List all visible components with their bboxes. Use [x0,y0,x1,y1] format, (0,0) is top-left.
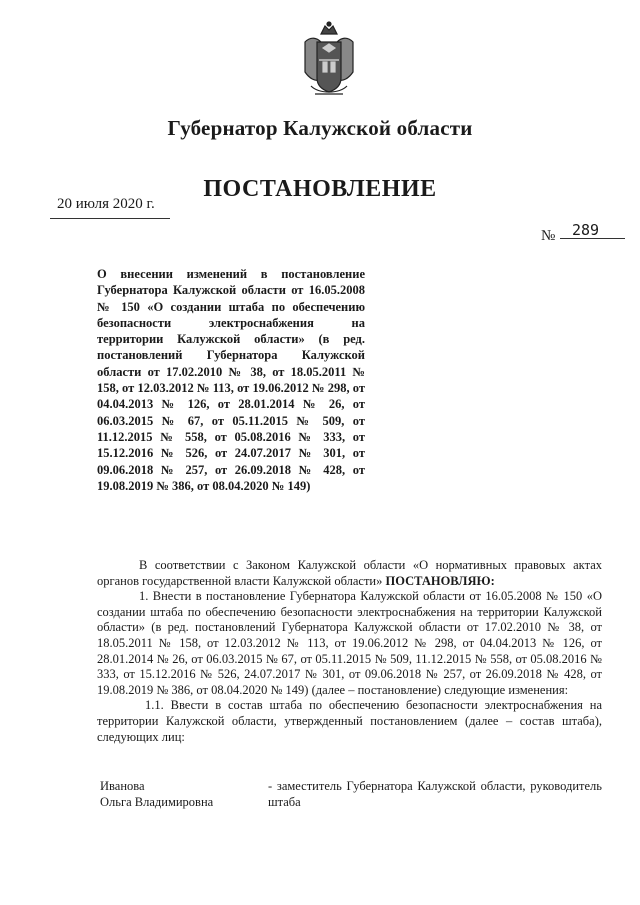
document-type: ПОСТАНОВЛЕНИЕ [203,176,437,202]
resolve-word: ПОСТАНОВЛЯЮ: [385,573,495,588]
number-underline [560,238,625,239]
number-sign: № [541,228,556,244]
coat-of-arms-icon [297,20,361,100]
document-date: 20 июля 2020 г. [57,196,155,212]
member-name [100,778,213,810]
document-subject: О внесении изменений в постановление Губернатора Калужской области от 16.05.2008 № 150 «О создании штаба по обеспечению безопасности электроснабжения на территории Калужской области» (в ред. постановлений Губернатора Калужской области от 17.02.2010 № 38, от 18.05.2011 № 158, от 12.03.2012 № 113, от 19.06.2012 № 298, от 04.04.2013 № 126, от 28.01.2014 № 26, от 06.03.2015 № 67, от 05.11.2015 № 509, от 11.12.2015 № 558, от 05.08.2016 № 333, от 15.12.2016 № 526, от 24.07.2017 № 301, от 09.06.2018 № 257, от 26.09.2018 № 428, от 19.08.2019 № 386, от 08.04.2020 № 149) [97,267,365,493]
preamble-paragraph [97,558,602,589]
item-1: 1. Внести в постановление Губернатора Калужской области от 16.05.2008 № 150 «О создании штаба по обеспечению безопасности электроснабжения на территории Калужской области» (в ред. постановлений Губернатора Калужской области от 17.02.2010 № 38, от 18.05.2011 № 158, от 12.03.2012 № 113, от 19.06.2012 № 298, от 04.04.2013 № 126, от 28.01.2014 № 26, от 06.03.2015 № 67, от 05.11.2015 № 509, 11.12.2015 № 558, от 05.08.2016 № 333, от 15.12.2016 № 526, 24.07.2017 № 301, от 09.06.2018 № 257, от 26.09.2018 № 428, от 19.08.2019 № 386, от 08.04.2020 № 149) (далее – постановление) следующие изменения: [97,589,602,697]
date-underline [50,218,170,219]
member-surname: Иванова [100,779,145,793]
member-given-names: Ольга Владимировна [100,795,214,809]
item-1-1: 1.1. Ввести в состав штаба по обеспечению безопасности электроснабжения на территории Калужской области, утвержденный постановлением (далее – состав штаба), следующих лиц: [97,698,602,744]
authority-title: Губернатор Калужской области [167,116,473,140]
document-number: 289 [572,221,600,239]
member-role: - заместитель Губернатора Калужской области, руководитель штаба [268,779,602,809]
preamble-text: В соответствии с Законом Калужской области «О нормативных правовых актах органов государственной власти Калужской области» [97,558,602,588]
document-body [97,558,602,745]
